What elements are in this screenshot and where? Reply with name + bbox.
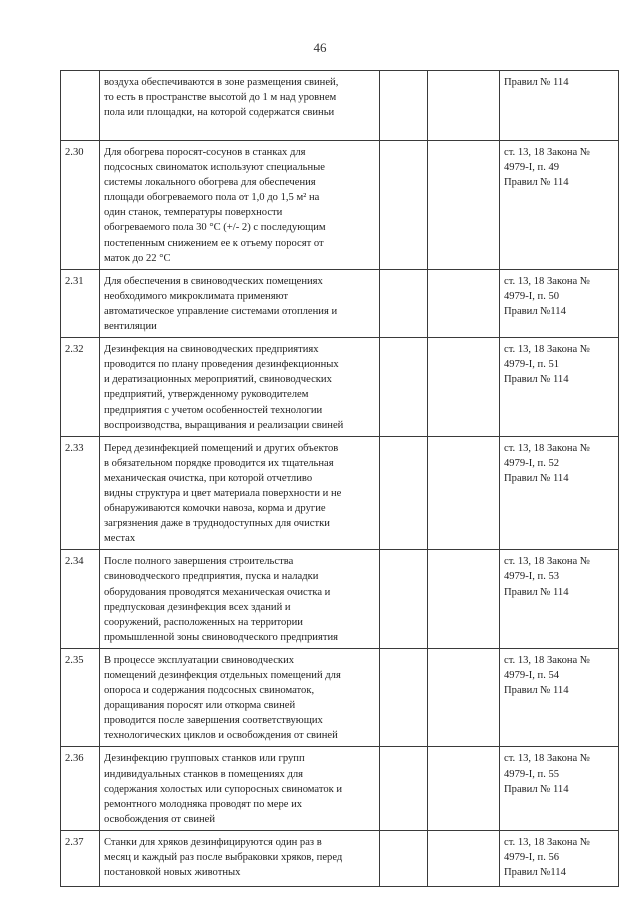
requirement-text-line: технологических циклов и освобождения от свиней <box>104 730 338 742</box>
legal-reference-line: 4979-I, п. 52 <box>504 457 560 469</box>
requirement-text-line: вентиляции <box>104 321 157 333</box>
requirement-text-line: предпусковая дезинфекция всех зданий и <box>104 601 291 613</box>
requirement-text-line: предприятия с учетом особенностей технологии <box>104 404 323 416</box>
requirement-text-line: Для обеспечения в свиноводческих помещениях <box>104 275 323 287</box>
requirement-text-line: опороса и содержания подсосных свиноматок, <box>104 685 315 697</box>
legal-reference-line: Правил № 114 <box>504 685 569 697</box>
table-row <box>61 71 619 141</box>
requirement-text-line: месяц и каждый раз после выбраковки хряков, перед <box>104 852 343 864</box>
requirement-text-line: Для обогрева поросят-сосунов в станках для <box>104 147 306 158</box>
requirement-text-line: доращивания поросят или откорма свиней <box>104 700 296 712</box>
requirement-text-line: сооружений, расположенных на территории <box>104 616 303 628</box>
empty-cell <box>428 269 500 337</box>
requirement-text <box>100 141 380 270</box>
legal-reference-line: ст. 13, 18 Закона № <box>504 344 591 356</box>
requirement-text-line: воздуха обеспечиваются в зоне размещения свиней, <box>104 77 339 88</box>
requirement-text-line: видны структура и цвет материала поверхности и не <box>104 487 342 499</box>
requirement-text <box>100 269 380 337</box>
empty-cell <box>428 830 500 886</box>
requirement-text-line: освобождения от свиней <box>104 813 216 825</box>
requirement-text-line: содержания холостых или супоросных свиноматок и <box>104 783 343 795</box>
requirement-text-line: постепенным снижением ее к отъему поросят от <box>104 237 324 249</box>
requirement-text-line: маток до 22 °С <box>104 252 171 264</box>
item-number: 2.33 <box>61 436 100 550</box>
legal-reference-line: Правил № 114 <box>504 783 569 795</box>
requirement-text-line: механическая очистка, при которой отчетливо <box>104 472 313 484</box>
requirement-text-line: один станок, температуры поверхности <box>104 207 283 219</box>
legal-reference-line: ст. 13, 18 Закона № <box>504 654 591 666</box>
empty-cell <box>428 747 500 830</box>
requirements-table <box>60 70 619 887</box>
empty-cell <box>380 269 428 337</box>
requirement-text-line: Станки для хряков дезинфицируются один раз в <box>104 836 322 848</box>
table-row <box>61 830 619 886</box>
requirement-text-line: местах <box>104 533 136 545</box>
legal-reference-line: ст. 13, 18 Закона № <box>504 147 591 158</box>
legal-reference-line: Правил № 114 <box>504 77 569 88</box>
legal-reference-line: 4979-I, п. 50 <box>504 290 560 302</box>
requirement-text-line: проводится по плану проведения дезинфекционных <box>104 359 339 371</box>
requirement-text-line: Дезинфекцию групповых станков или групп <box>104 753 305 765</box>
requirement-text-line: свиноводческого предприятия, пуска и наладки <box>104 571 319 583</box>
requirement-text <box>100 747 380 830</box>
requirement-text-line: индивидуальных станков в помещениях для <box>104 768 304 780</box>
empty-cell <box>428 141 500 270</box>
requirement-text-line: Дезинфекция на свиноводческих предприятиях <box>104 344 319 356</box>
requirement-text <box>100 436 380 550</box>
legal-reference <box>500 436 619 550</box>
legal-reference <box>500 338 619 437</box>
table-row <box>61 648 619 747</box>
legal-reference-line: ст. 13, 18 Закона № <box>504 442 591 454</box>
requirement-text-line: обнаруживаются комочки навоза, корма и другие <box>104 503 326 515</box>
legal-reference-line: ст. 13, 18 Закона № <box>504 753 591 765</box>
requirement-text-line: помещений дезинфекция отдельных помещений для <box>104 670 341 681</box>
empty-cell <box>380 747 428 830</box>
requirement-text-line: предприятий, утвержденному руководителем <box>104 389 309 401</box>
requirement-text <box>100 338 380 437</box>
item-number: 2.37 <box>61 830 100 886</box>
requirement-text <box>100 550 380 649</box>
legal-reference-line: ст. 13, 18 Закона № <box>504 556 591 568</box>
page-number: 46 <box>313 40 327 55</box>
requirement-text-line: промышленной зоны свиноводческого предприятия <box>104 631 339 643</box>
requirement-text-line: оборудования проводятся механическая очистка и <box>104 586 331 598</box>
legal-reference-line: 4979-I, п. 49 <box>504 162 560 174</box>
item-number: 2.32 <box>61 338 100 437</box>
requirement-text-line: в обязательном порядке проводится их тщательная <box>104 457 334 469</box>
table-body <box>61 71 619 887</box>
item-number: 2.34 <box>61 550 100 649</box>
legal-reference <box>500 648 619 747</box>
empty-cell <box>380 648 428 747</box>
item-number <box>61 71 100 141</box>
legal-reference-line: ст. 13, 18 Закона № <box>504 836 591 848</box>
requirement-text-line: ремонтного молодняка проводят по мере их <box>104 798 303 810</box>
table-row <box>61 338 619 437</box>
table-row <box>61 550 619 649</box>
requirement-text-line: площади обогреваемого пола от 1,0 до 1,5 м² на <box>104 192 320 204</box>
legal-reference-line: ст. 13, 18 Закона № <box>504 275 591 287</box>
empty-cell <box>380 550 428 649</box>
empty-cell <box>380 436 428 550</box>
legal-reference-line: Правил №114 <box>504 867 566 879</box>
item-number: 2.36 <box>61 747 100 830</box>
table-row <box>61 747 619 830</box>
empty-cell <box>380 338 428 437</box>
empty-cell <box>428 338 500 437</box>
legal-reference-line: Правил № 114 <box>504 374 569 386</box>
legal-reference-line: 4979-I, п. 53 <box>504 571 560 583</box>
requirement-text-line: загрязнения даже в труднодоступных для очистки <box>104 518 330 530</box>
legal-reference-line: Правил № 114 <box>504 472 569 484</box>
table-row <box>61 436 619 550</box>
table-row <box>61 269 619 337</box>
legal-reference-line: 4979-I, п. 51 <box>504 359 560 371</box>
legal-reference-line: Правил № 114 <box>504 586 569 598</box>
legal-reference <box>500 830 619 886</box>
requirement-text-line: пола или площадки, на которой содержатся свиньи <box>104 107 335 119</box>
table-row <box>61 141 619 270</box>
requirement-text-line: Перед дезинфекцией помещений и других объектов <box>104 442 339 454</box>
item-number: 2.31 <box>61 269 100 337</box>
requirement-text-line: В процессе эксплуатации свиноводческих <box>104 654 295 666</box>
empty-cell <box>428 648 500 747</box>
item-number: 2.35 <box>61 648 100 747</box>
legal-reference <box>500 550 619 649</box>
empty-cell <box>428 436 500 550</box>
empty-cell <box>380 830 428 886</box>
legal-reference-line: 4979-I, п. 55 <box>504 768 560 780</box>
empty-cell <box>428 550 500 649</box>
item-number: 2.30 <box>61 141 100 270</box>
empty-cell <box>380 141 428 270</box>
requirement-text <box>100 648 380 747</box>
legal-reference <box>500 71 619 141</box>
legal-reference-line: 4979-I, п. 54 <box>504 670 560 681</box>
legal-reference <box>500 747 619 830</box>
legal-reference-line: 4979-I, п. 56 <box>504 852 560 864</box>
legal-reference-line: Правил № 114 <box>504 177 569 189</box>
requirement-text-line: воспроизводства, выращивания и реализации свиней <box>104 419 344 431</box>
requirement-text-line: автоматическое управление системами отопления и <box>104 305 338 317</box>
requirement-text-line: то есть в пространстве высотой до 1 м над уровнем <box>104 92 337 104</box>
requirement-text-line: необходимого микроклимата применяют <box>104 290 288 302</box>
requirement-text-line: подсосных свиноматок используют специальные <box>104 162 325 174</box>
requirement-text-line: проводится после завершения соответствующих <box>104 715 323 727</box>
requirement-text-line: постановкой новых животных <box>104 867 241 879</box>
requirement-text-line: и дератизационных мероприятий, свиноводческих <box>104 374 332 386</box>
empty-cell <box>380 71 428 141</box>
empty-cell <box>428 71 500 141</box>
requirement-text <box>100 830 380 886</box>
requirement-text-line: После полного завершения строительства <box>104 556 294 568</box>
legal-reference <box>500 269 619 337</box>
requirement-text-line: системы локального обогрева для обеспечения <box>104 177 316 189</box>
legal-reference-line: Правил №114 <box>504 305 566 317</box>
requirement-text <box>100 71 380 141</box>
legal-reference <box>500 141 619 270</box>
requirement-text-line: обогреваемого пола 30 °С (+/- 2) с последующим <box>104 222 326 234</box>
